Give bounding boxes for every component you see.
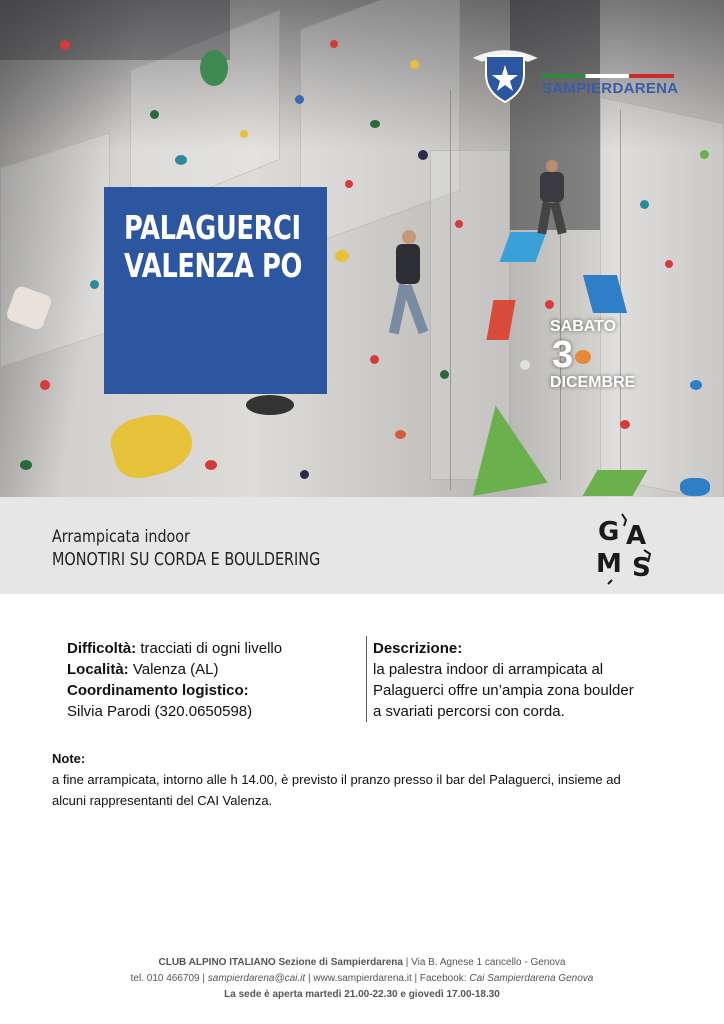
wall-volume xyxy=(106,406,199,485)
location-label: Località: xyxy=(67,661,129,678)
event-details xyxy=(67,638,282,722)
wall-shadow xyxy=(0,0,230,60)
event-date xyxy=(550,318,635,392)
wall-hold xyxy=(205,460,217,470)
tricolor-line xyxy=(542,74,674,78)
wall-hold xyxy=(240,130,248,138)
footer-hours: La sede è aperta martedì 21.00-22.30 e giovedì 17.00-18.30 xyxy=(224,989,500,1000)
wall-volume xyxy=(246,395,294,415)
date-number: 3 xyxy=(552,334,574,376)
wall-hold xyxy=(370,120,380,128)
description-line: Palaguerci offre un’ampia zona boulder xyxy=(373,682,634,699)
rope xyxy=(450,90,451,490)
wall-hold xyxy=(545,300,554,309)
wall-hold xyxy=(90,280,99,289)
wall-hold xyxy=(330,40,338,48)
title-line-1: PALAGUERCI xyxy=(124,208,301,247)
date-month: DICEMBRE xyxy=(550,374,636,391)
wall-hold xyxy=(440,370,449,379)
wall-hold xyxy=(640,200,649,209)
notes xyxy=(52,748,682,811)
wall-hold xyxy=(418,150,428,160)
wall-hold xyxy=(20,460,32,470)
gams-letter: M xyxy=(596,549,622,579)
coordinator-label: Coordinamento logistico: xyxy=(67,682,249,699)
description-label: Descrizione: xyxy=(373,640,463,657)
footer-email-link[interactable]: sampierdarena@cai.it xyxy=(207,973,306,984)
wall-hold xyxy=(60,40,70,50)
footer-tel: tel. 010 466709 xyxy=(130,973,200,984)
wall-hold xyxy=(300,470,309,479)
cai-logo-icon xyxy=(468,40,542,106)
gams-letter: A xyxy=(626,521,647,551)
date-day: SABATO xyxy=(550,318,617,335)
wall-hold xyxy=(700,150,709,159)
gams-letter: G xyxy=(598,517,620,547)
gams-letter: S xyxy=(632,553,651,583)
wall-hold xyxy=(665,260,673,268)
title-box xyxy=(104,187,327,394)
wall-hold xyxy=(520,360,530,370)
activity-type: Arrampicata indoor xyxy=(52,527,190,547)
notes-line: alcuni rappresentanti del CAI Valenza. xyxy=(52,793,273,808)
location-value: Valenza (AL) xyxy=(128,661,219,678)
description-line: a svariati percorsi con corda. xyxy=(373,703,565,720)
footer-separator: | xyxy=(411,973,420,984)
description xyxy=(373,638,663,722)
footer-line-3 xyxy=(0,987,724,1003)
footer-org: CLUB ALPINO ITALIANO Sezione di Sampierdarena xyxy=(158,957,403,968)
title-line-2: VALENZA PO xyxy=(124,246,303,285)
footer-address: Via B. Agnese 1 cancello - Genova xyxy=(411,957,566,968)
footer-web-link[interactable]: www.sampierdarena.it xyxy=(313,973,412,984)
column-divider xyxy=(366,636,367,722)
climber-figure xyxy=(388,230,428,340)
notes-label: Note: xyxy=(52,751,86,766)
wall-hold xyxy=(40,380,50,390)
footer-facebook-link[interactable]: Cai Sampierdarena Genova xyxy=(469,973,594,984)
wall-hold xyxy=(410,60,419,69)
footer-line-2 xyxy=(0,971,724,987)
wall-hold xyxy=(455,220,463,228)
wall-volume xyxy=(680,478,710,496)
footer xyxy=(0,955,724,1003)
wall-hold xyxy=(150,110,159,119)
wall-hold xyxy=(295,95,304,104)
footer-separator: | xyxy=(402,957,412,968)
difficulty-value: tracciati di ogni livello xyxy=(136,640,283,657)
wall-volume xyxy=(582,470,647,496)
wall-hold xyxy=(370,355,379,364)
gams-logo-icon xyxy=(592,510,662,586)
notes-line: a fine arrampicata, intorno alle h 14.00, è previsto il pranzo presso il bar del Palaguerci, insieme ad xyxy=(52,772,621,787)
wall-hold xyxy=(395,430,406,439)
wall-hold xyxy=(690,380,702,390)
wall-volume xyxy=(200,50,228,86)
footer-separator: | xyxy=(199,973,208,984)
footer-separator: | xyxy=(305,973,314,984)
difficulty-row xyxy=(67,638,282,659)
coordinator-value: Silvia Parodi (320.0650598) xyxy=(67,703,253,720)
wall-panel xyxy=(0,132,110,368)
climber-figure xyxy=(534,160,570,235)
wall-hold xyxy=(175,155,187,165)
wall-hold xyxy=(620,420,630,429)
wall-volume xyxy=(458,399,548,496)
description-line: la palestra indoor di arrampicata al xyxy=(373,661,604,678)
activity-title: MONOTIRI SU CORDA E BOULDERING xyxy=(52,549,321,570)
brand-name: SAMPIERDARENA xyxy=(542,80,679,97)
difficulty-label: Difficoltà: xyxy=(67,640,137,657)
footer-facebook-label: Facebook: xyxy=(419,973,470,984)
hero-photo xyxy=(0,0,724,497)
footer-line-1 xyxy=(0,955,724,971)
wall-hold xyxy=(345,180,353,188)
location-row xyxy=(67,659,282,680)
